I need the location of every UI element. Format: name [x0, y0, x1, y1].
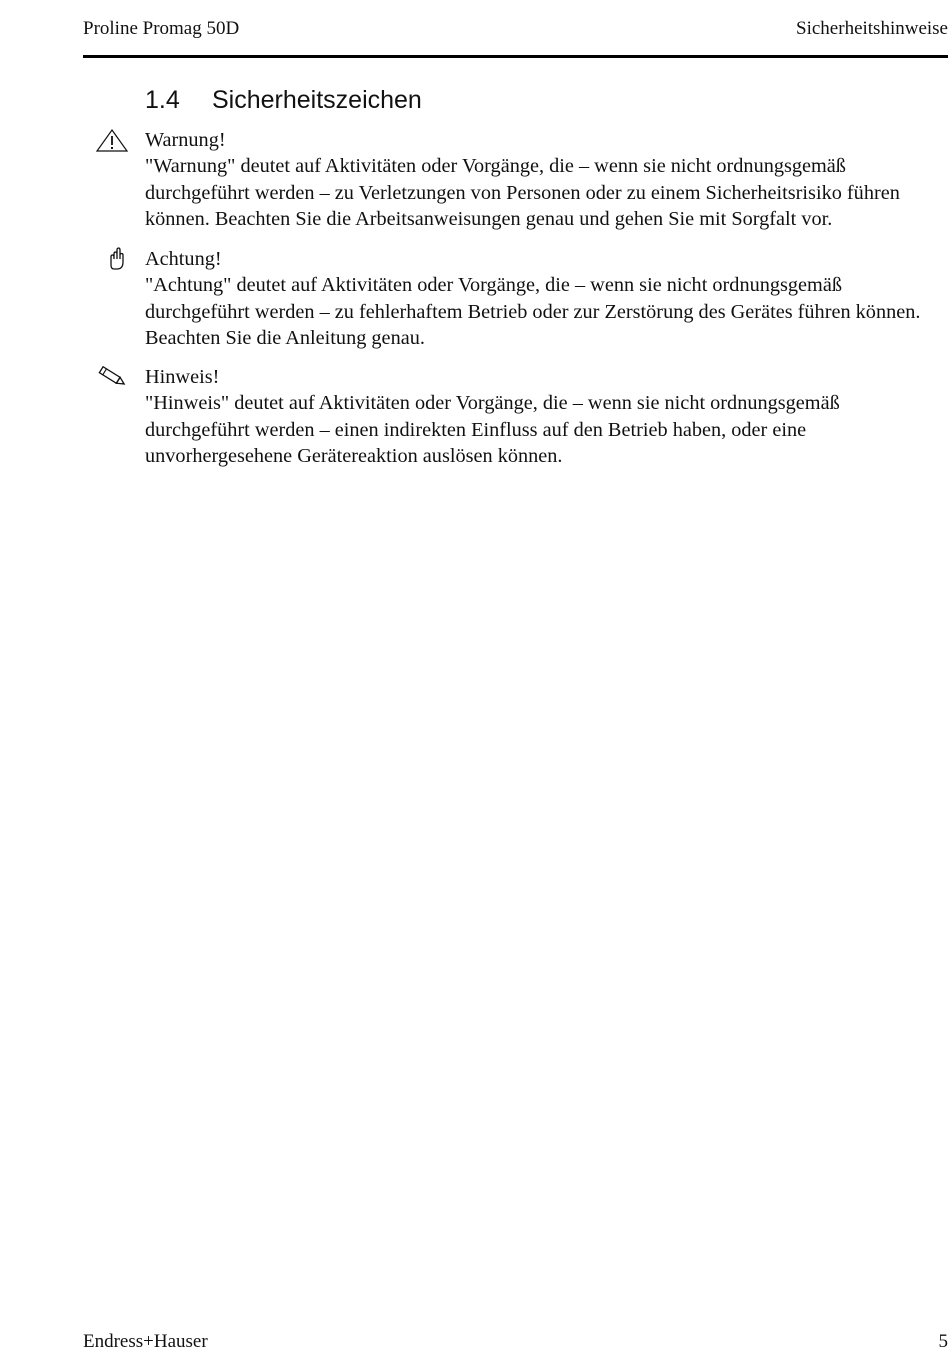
pencil-icon [95, 364, 129, 390]
section-title: Sicherheitszeichen [212, 86, 422, 114]
pointing-hand-icon [95, 246, 129, 272]
footer-company: Endress+Hauser [83, 1331, 208, 1352]
section-heading [145, 85, 422, 115]
page-header [83, 18, 948, 40]
warning-triangle-icon [95, 127, 129, 153]
notice-hint [145, 364, 948, 469]
notice-warning-text: "Warnung" deutet auf Aktivitäten oder Vorgänge, die – wenn sie nicht ordnungsgemäß durchgeführt werden – zu Verletzungen von Personen oder zu einem Sicherheitsrisiko führen können. Beachten Sie die Arbeitsanweisungen genau und gehen Sie mit Sorgfalt vor. [145, 155, 900, 230]
notice-caution-text: "Achtung" deutet auf Aktivitäten oder Vorgänge, die – wenn sie nicht ordnungsgemäß durchgeführt werden – zu fehlerhaftem Betrieb oder zur Zerstörung des Gerätes führen können. Beachten Sie die Anleitung genau. [145, 274, 921, 349]
page-number: 5 [938, 1331, 948, 1352]
notice-hint-text: "Hinweis" deutet auf Aktivitäten oder Vorgänge, die – wenn sie nicht ordnungsgemäß durchgeführt werden – einen indirekten Einfluss auf den Betrieb haben, oder eine unvorhergesehene Gerätereaktion auslösen können. [145, 392, 840, 467]
section-number: 1.4 [145, 86, 180, 114]
page-footer [83, 1330, 948, 1354]
header-divider [83, 55, 948, 58]
notice-hint-title: Hinweis! [145, 366, 220, 388]
header-chapter-title: Sicherheitshinweise [796, 18, 948, 39]
notice-caution [145, 246, 948, 351]
notice-caution-title: Achtung! [145, 248, 222, 270]
header-product-name: Proline Promag 50D [83, 18, 240, 39]
notice-warning [145, 127, 948, 232]
notice-warning-title: Warnung! [145, 129, 226, 151]
